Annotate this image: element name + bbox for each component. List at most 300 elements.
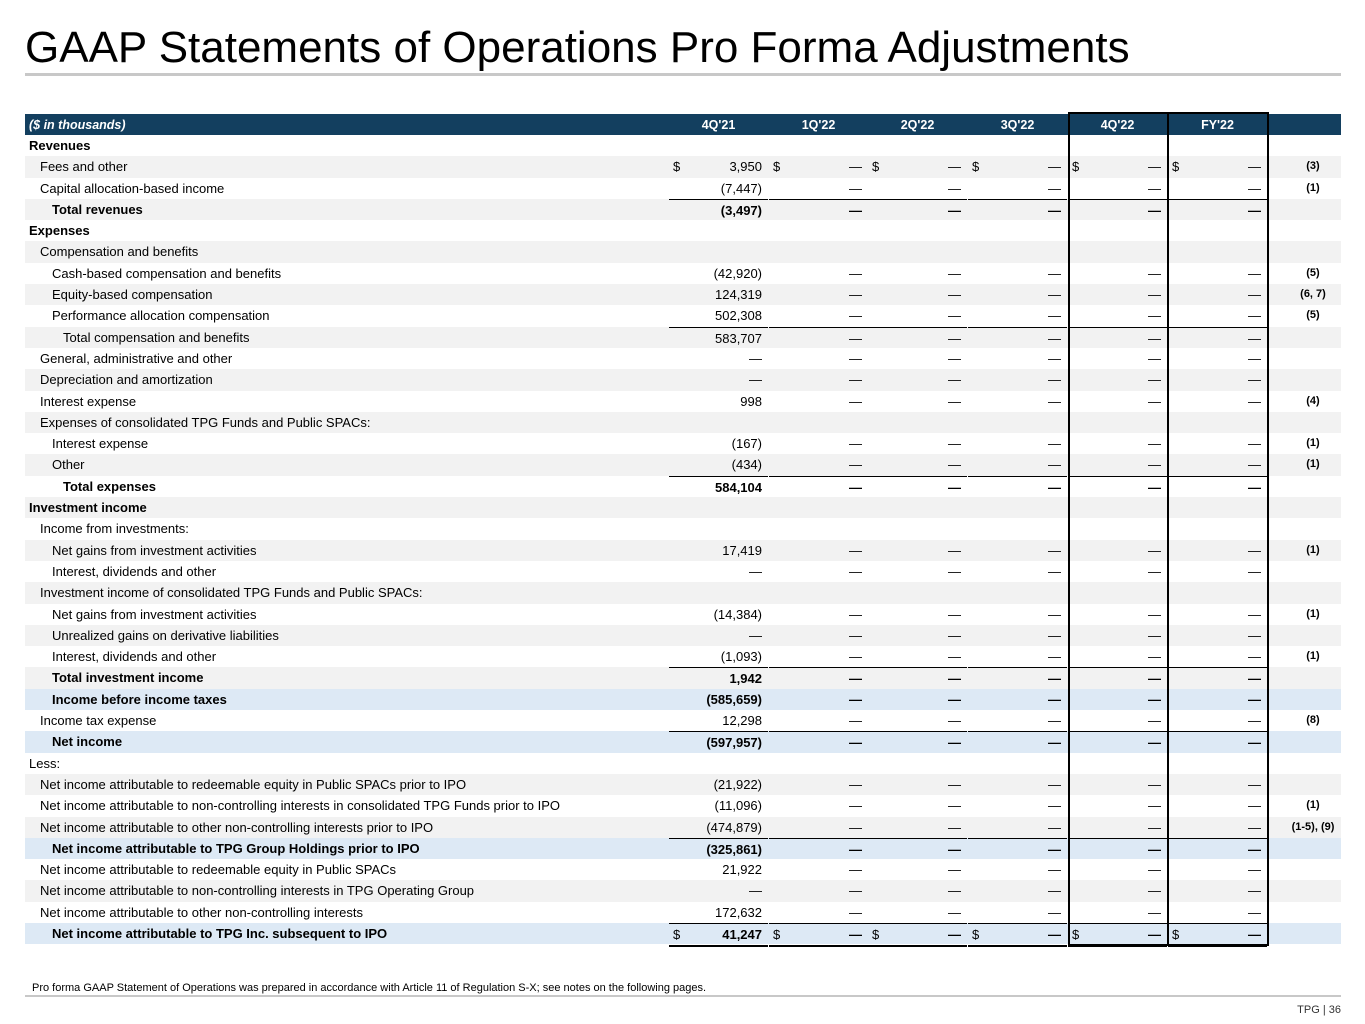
cell-value: — [749,627,762,643]
cell-value: — [1148,862,1161,878]
cell-value: — [948,627,961,643]
cell-value: — [948,180,961,196]
cell-value: — [948,735,961,751]
cell-value: 172,632 [715,904,762,920]
value-cell [769,348,868,369]
note-reference: (6, 7) [1300,288,1326,301]
value-cell [1068,305,1167,326]
dollar-sign: $ [1172,159,1180,175]
cell-value: — [849,735,862,751]
row-label: Depreciation and amortization [40,372,213,388]
col-header-4q21: 4Q'21 [701,118,736,132]
value-cell [669,646,768,667]
value-cell [669,433,768,454]
value-cell [968,774,1067,795]
table-row [25,625,1341,646]
value-cell [1168,561,1267,582]
cell-value: — [849,671,862,687]
note-reference: (1) [1306,650,1320,663]
value-cell [1068,880,1167,901]
value-cell [769,710,868,731]
cell-value: — [1048,627,1061,643]
cell-value: (7,447) [720,180,762,196]
table-row [25,220,1341,241]
dollar-sign: $ [872,159,880,175]
table-row [25,902,1341,923]
value-cell [769,476,868,498]
value-cell [968,305,1067,326]
value-cell [769,731,868,753]
value-cell [769,817,868,838]
row-label: Net income [52,734,123,750]
value-cell [1168,646,1267,667]
table-row [25,880,1341,901]
cell-value: 12,298 [722,713,762,729]
row-label: Net income attributable to other non-controlling interests [40,904,364,920]
table-row [25,731,1341,752]
cell-value: — [1248,671,1261,687]
cell-value: — [1248,841,1261,857]
cell-value: — [1048,159,1061,175]
value-cell [968,561,1067,582]
value-cell [968,327,1067,349]
cell-value: — [749,372,762,388]
cell-value: — [948,330,961,346]
table-row [25,582,1341,603]
cell-value: — [1148,798,1161,814]
cell-value: — [948,776,961,792]
cell-value: — [948,819,961,835]
note-reference: (1) [1306,437,1320,450]
col-header-fy22: FY'22 [1201,118,1234,132]
value-cell [769,305,868,326]
value-cell [669,305,768,326]
cell-value: (585,659) [706,691,762,707]
cell-value: — [849,926,862,942]
cell-value: — [1248,606,1261,622]
table-row [25,199,1341,220]
value-cell [769,667,868,689]
cell-value: — [1148,563,1161,579]
value-cell [1068,710,1167,731]
value-cell [868,880,967,901]
value-cell [1068,284,1167,305]
cell-value: — [948,862,961,878]
value-cell [968,880,1067,901]
value-cell [769,625,868,646]
value-cell [669,710,768,731]
value-cell [1068,646,1167,667]
cell-value: — [1248,713,1261,729]
cell-value: — [1248,287,1261,303]
value-cell [868,199,967,221]
cell-value: (14,384) [713,606,762,622]
cell-value: — [1248,479,1261,495]
cell-value: — [849,202,862,218]
value-cell [1068,731,1167,753]
value-cell [1068,327,1167,349]
cell-value: — [849,372,862,388]
value-cell [1068,156,1167,177]
row-label: Total revenues [52,201,143,217]
statement-table [25,114,1341,944]
cell-value: — [1148,819,1161,835]
cell-value: 21,922 [722,862,762,878]
cell-value: — [749,563,762,579]
cell-value: — [1148,393,1161,409]
cell-value: — [849,436,862,452]
value-cell [868,561,967,582]
table-row [25,859,1341,880]
cell-value: — [948,713,961,729]
value-cell [669,731,768,753]
cell-value: — [1048,649,1061,665]
value-cell [868,902,967,923]
cell-value: — [849,330,862,346]
table-row [25,348,1341,369]
cell-value: — [1148,202,1161,218]
cell-value: — [948,159,961,175]
value-cell [968,454,1067,475]
table-row [25,327,1341,348]
value-cell [1168,923,1267,947]
cell-value: — [948,479,961,495]
row-label: Less: [29,755,61,771]
cell-value: — [1248,735,1261,751]
value-cell [868,625,967,646]
value-cell [1168,731,1267,753]
value-cell [968,795,1067,816]
value-cell [669,476,768,498]
row-label: Equity-based compensation [52,287,213,303]
row-label: Net income attributable to redeemable equity in Public SPACs prior to IPO [40,776,467,792]
value-cell [868,327,967,349]
cell-value: — [849,883,862,899]
value-cell [1068,369,1167,390]
cell-value: — [1248,862,1261,878]
cell-value: — [1248,330,1261,346]
value-cell [868,476,967,498]
value-cell [669,667,768,689]
value-cell [769,880,868,901]
cell-value: — [1248,776,1261,792]
value-cell [1068,795,1167,816]
row-label: Performance allocation compensation [52,308,270,324]
value-cell [1168,710,1267,731]
table-row [25,795,1341,816]
cell-value: — [1048,287,1061,303]
dollar-sign: $ [1072,926,1080,942]
col-header-4q22: 4Q'22 [1100,118,1135,132]
cell-value: — [1048,841,1061,857]
value-cell [769,369,868,390]
table-row [25,689,1341,710]
cell-value: — [1048,457,1061,473]
row-label: Net income attributable to redeemable equity in Public SPACs [40,862,397,878]
value-cell [1168,689,1267,710]
value-cell [968,731,1067,753]
dollar-sign: $ [673,159,681,175]
cell-value: — [1148,159,1161,175]
value-cell [669,327,768,349]
value-cell [968,625,1067,646]
cell-value: — [749,883,762,899]
row-label: Income before income taxes [52,691,227,707]
cell-value: — [1248,393,1261,409]
cell-value: — [849,713,862,729]
cell-value: — [1048,904,1061,920]
value-cell [769,284,868,305]
value-cell [868,838,967,860]
cell-value: — [948,372,961,388]
cell-value: 124,319 [715,287,762,303]
value-cell [669,902,768,923]
row-label: Interest expense [52,436,149,452]
cell-value: — [1148,841,1161,857]
cell-value: — [1148,287,1161,303]
value-cell [769,774,868,795]
table-row [25,135,1341,156]
dollar-sign: $ [773,926,781,942]
value-cell [1168,199,1267,221]
row-label: Interest expense [40,393,137,409]
cell-value: — [1248,350,1261,366]
dollar-sign: $ [972,926,980,942]
cell-value: — [1148,649,1161,665]
cell-value: — [1248,563,1261,579]
value-cell [1068,774,1167,795]
value-cell [1168,369,1267,390]
cell-value: — [948,393,961,409]
cell-value: — [749,350,762,366]
value-cell [669,817,768,838]
cell-value: — [1048,308,1061,324]
value-cell [769,156,868,177]
value-cell [669,604,768,625]
row-label: Net income attributable to TPG Group Holdings prior to IPO [52,840,420,856]
cell-value: — [849,308,862,324]
value-cell [1068,604,1167,625]
cell-value: — [1148,883,1161,899]
cell-value: — [849,649,862,665]
table-row [25,476,1341,497]
value-cell [1068,433,1167,454]
dollar-sign: $ [1072,159,1080,175]
row-label: Other [52,457,85,473]
cell-value: — [1148,479,1161,495]
value-cell [1068,923,1167,947]
value-cell [868,348,967,369]
cell-value: — [1048,862,1061,878]
row-label: Unrealized gains on derivative liabilities [52,627,279,643]
cell-value: — [1048,436,1061,452]
dollar-sign: $ [773,159,781,175]
cell-value: 584,104 [715,479,762,495]
value-cell [1168,838,1267,860]
note-reference: (5) [1306,309,1320,322]
value-cell [868,178,967,199]
units-label: ($ in thousands) [29,118,126,132]
value-cell [968,689,1067,710]
cell-value: — [948,350,961,366]
row-label: Net income attributable to TPG Inc. subsequent to IPO [52,925,388,941]
cell-value: — [948,542,961,558]
title-divider [25,73,1341,76]
cell-value: — [1248,265,1261,281]
table-row [25,561,1341,582]
value-cell [669,923,768,947]
note-reference: (1) [1306,799,1320,812]
cell-value: — [1048,479,1061,495]
cell-value: 1,942 [729,671,762,687]
value-cell [669,625,768,646]
cell-value: — [1248,308,1261,324]
cell-value: — [849,819,862,835]
row-label: General, administrative and other [40,350,233,366]
row-label: Income tax expense [40,713,157,729]
table-row [25,667,1341,688]
cell-value: — [849,479,862,495]
cell-value: — [1148,436,1161,452]
cell-value: (325,861) [706,841,762,857]
cell-value: — [1048,563,1061,579]
row-label: Fees and other [40,159,128,175]
value-cell [868,604,967,625]
value-cell [1068,667,1167,689]
value-cell [968,902,1067,923]
value-cell [669,561,768,582]
cell-value: — [1048,671,1061,687]
cell-value: 583,707 [715,330,762,346]
value-cell [1168,795,1267,816]
cell-value: — [1248,926,1261,942]
page-title: GAAP Statements of Operations Pro Forma Adjustments [25,23,1130,72]
note-reference: (1) [1306,607,1320,620]
page-number: TPG | 36 [1297,1004,1341,1016]
cell-value: — [1048,798,1061,814]
table-row [25,774,1341,795]
cell-value: 41,247 [722,926,762,942]
value-cell [1068,625,1167,646]
value-cell [669,540,768,561]
cell-value: — [1048,393,1061,409]
cell-value: 17,419 [722,542,762,558]
value-cell [1168,454,1267,475]
col-header-2q22: 2Q'22 [900,118,935,132]
cell-value: — [849,691,862,707]
value-cell [1168,476,1267,498]
row-label: Interest, dividends and other [52,563,217,579]
value-cell [1168,327,1267,349]
note-reference: (8) [1306,714,1320,727]
note-reference: (5) [1306,266,1320,279]
cell-value: — [1248,542,1261,558]
row-label: Income from investments: [40,521,189,537]
table-row [25,178,1341,199]
cell-value: — [1248,436,1261,452]
table-row [25,454,1341,475]
cell-value: 502,308 [715,308,762,324]
table-row [25,391,1341,412]
cell-value: — [1048,265,1061,281]
table-row [25,369,1341,390]
cell-value: — [948,841,961,857]
value-cell [769,540,868,561]
value-cell [669,774,768,795]
row-label: Interest, dividends and other [52,649,217,665]
value-cell [1168,391,1267,412]
cell-value: — [1148,627,1161,643]
dollar-sign: $ [1172,926,1180,942]
cell-value: — [849,776,862,792]
value-cell [968,667,1067,689]
cell-value: — [849,841,862,857]
value-cell [669,880,768,901]
value-cell [1168,178,1267,199]
cell-value: — [1148,713,1161,729]
value-cell [769,199,868,221]
note-reference: (1) [1306,543,1320,556]
cell-value: — [1248,627,1261,643]
note-reference: (1) [1306,181,1320,194]
cell-value: — [1048,606,1061,622]
value-cell [868,369,967,390]
value-cell [1068,178,1167,199]
cell-value: — [1048,735,1061,751]
value-cell [669,454,768,475]
cell-value: — [1248,819,1261,835]
value-cell [669,263,768,284]
cell-value: — [849,542,862,558]
value-cell [769,838,868,860]
table-row [25,305,1341,326]
cell-value: (42,920) [713,265,762,281]
value-cell [968,646,1067,667]
cell-value: — [948,202,961,218]
row-label: Investment income [29,500,147,516]
value-cell [1168,604,1267,625]
cell-value: — [1148,776,1161,792]
dollar-sign: $ [673,926,681,942]
value-cell [1068,902,1167,923]
value-cell [1168,667,1267,689]
value-cell [968,433,1067,454]
cell-value: — [1048,330,1061,346]
cell-value: — [849,862,862,878]
cell-value: — [1148,265,1161,281]
note-reference: (4) [1306,394,1320,407]
value-cell [669,369,768,390]
cell-value: — [849,627,862,643]
value-cell [1168,880,1267,901]
cell-value: — [948,287,961,303]
row-label: Expenses [29,223,90,239]
cell-value: (597,957) [706,735,762,751]
cell-value: — [1048,819,1061,835]
row-label: Cash-based compensation and benefits [52,265,282,281]
col-header-3q22: 3Q'22 [1000,118,1035,132]
cell-value: (167) [731,436,762,452]
cell-value: — [849,606,862,622]
cell-value: — [1248,649,1261,665]
cell-value: 3,950 [729,159,762,175]
cell-value: — [1148,691,1161,707]
value-cell [968,476,1067,498]
value-cell [1168,817,1267,838]
value-cell [769,923,868,947]
value-cell [1168,902,1267,923]
cell-value: — [1148,671,1161,687]
